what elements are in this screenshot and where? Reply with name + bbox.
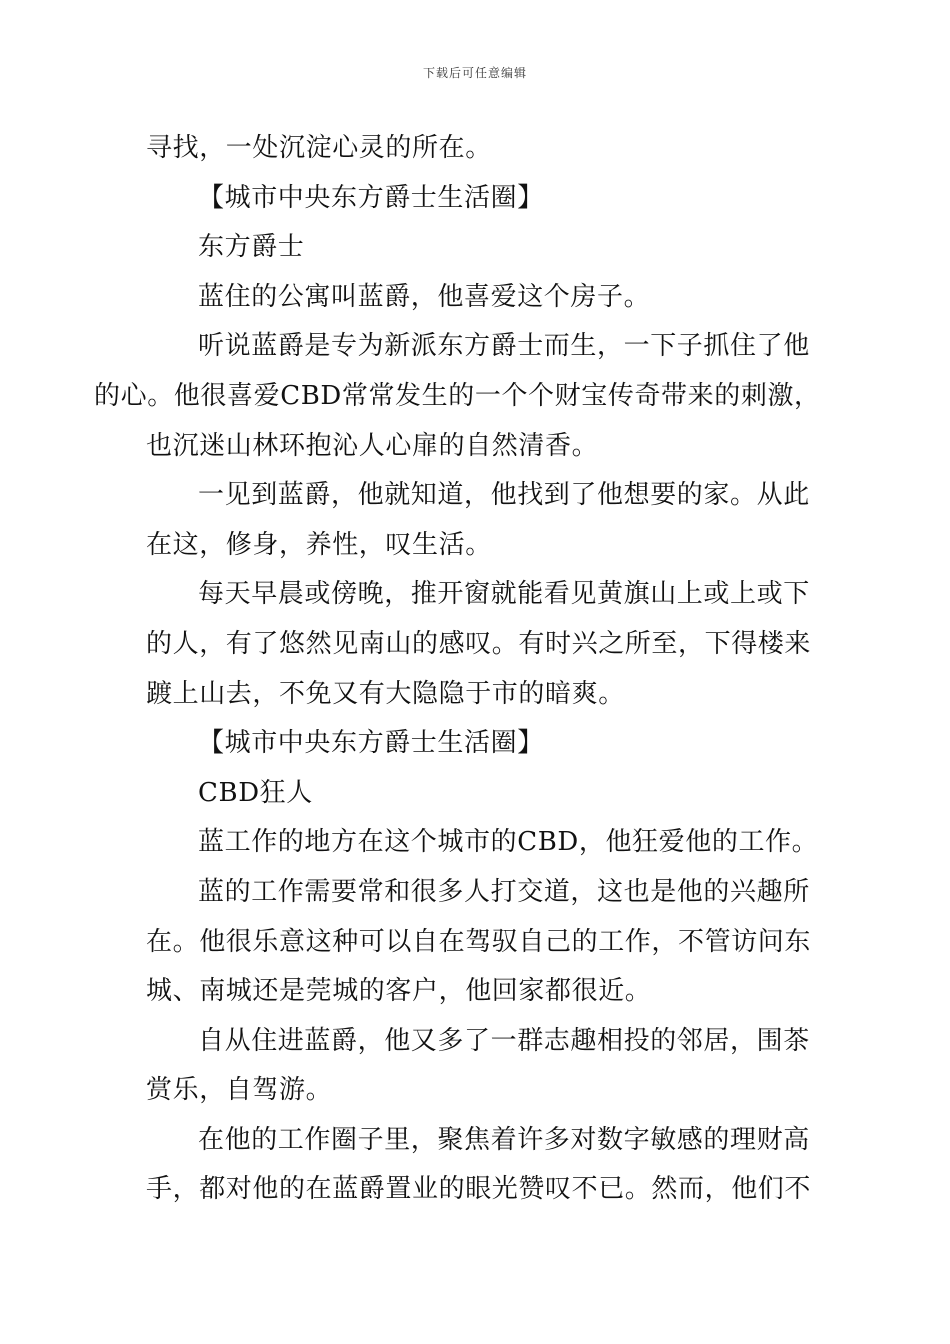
text-line: 在。他很乐意这种可以自在驾驭自己的工作，不管访问东 xyxy=(146,926,812,957)
text-line: 在这，修身，养性，叹生活。 xyxy=(146,529,492,560)
text-line: 在他的工作圈子里，聚焦着许多对数字敏感的理财高 xyxy=(198,1124,810,1155)
text-line: 的人，有了悠然见南山的感叹。有时兴之所至，下得楼来 xyxy=(146,628,812,659)
text-line: 城、南城还是莞城的客户，他回家都很近。 xyxy=(146,976,652,1007)
paragraph-4 xyxy=(146,273,810,323)
text-line: 蓝工作的地方在这个城市的CBD，他狂爱他的工作。 xyxy=(198,827,819,858)
paragraph-7 xyxy=(146,570,810,719)
subheading xyxy=(146,769,810,819)
text-line: CBD狂人 xyxy=(198,777,313,808)
text-line: 也沉迷山林环抱沁人心扉的自然清香。 xyxy=(146,430,599,461)
text-line: 寻找，一处沉淀心灵的所在。 xyxy=(146,133,492,163)
text-line: 踱上山去，不免又有大隐隐于市的暗爽。 xyxy=(146,678,625,709)
text-line: 蓝的工作需要常和很多人打交道，这也是他的兴趣所 xyxy=(198,876,810,907)
document-body xyxy=(94,124,821,1215)
text-line: 东方爵士 xyxy=(198,232,305,263)
text-line: 的心。他很喜爱CBD常常发生的一个个财宝传奇带来的刺激， xyxy=(94,380,821,411)
text-line: 赏乐，自驾游。 xyxy=(146,1075,333,1106)
section-heading xyxy=(146,719,810,769)
text-line: 手，都对他的在蓝爵置业的眼光赞叹不已。然而，他们不 xyxy=(146,1174,812,1205)
text-line: 每天早晨或傍晚，推开窗就能看见黄旗山上或上或下 xyxy=(198,579,810,610)
paragraph-12 xyxy=(146,1017,810,1116)
section-heading xyxy=(146,174,810,224)
text-line: 听说蓝爵是专为新派东方爵士而生，一下子抓住了他 xyxy=(198,331,810,362)
paragraph-1 xyxy=(146,124,810,174)
paragraph-13 xyxy=(146,1116,810,1215)
page-header: 下载后可任意编辑 xyxy=(422,66,527,80)
paragraph-5 xyxy=(94,322,821,471)
paragraph-11 xyxy=(146,868,810,1017)
text-line: 自从住进蓝爵，他又多了一群志趣相投的邻居，围茶 xyxy=(198,1025,810,1056)
text-line: 【城市中央东方爵士生活圈】 xyxy=(198,728,544,759)
subheading xyxy=(146,223,810,273)
paragraph-10 xyxy=(146,818,819,868)
paragraph-6 xyxy=(146,471,810,570)
text-line: 一见到蓝爵，他就知道，他找到了他想要的家。从此 xyxy=(198,480,810,511)
text-line: 蓝住的公寓叫蓝爵，他喜爱这个房子。 xyxy=(198,281,651,312)
text-line: 【城市中央东方爵士生活圈】 xyxy=(198,182,544,213)
